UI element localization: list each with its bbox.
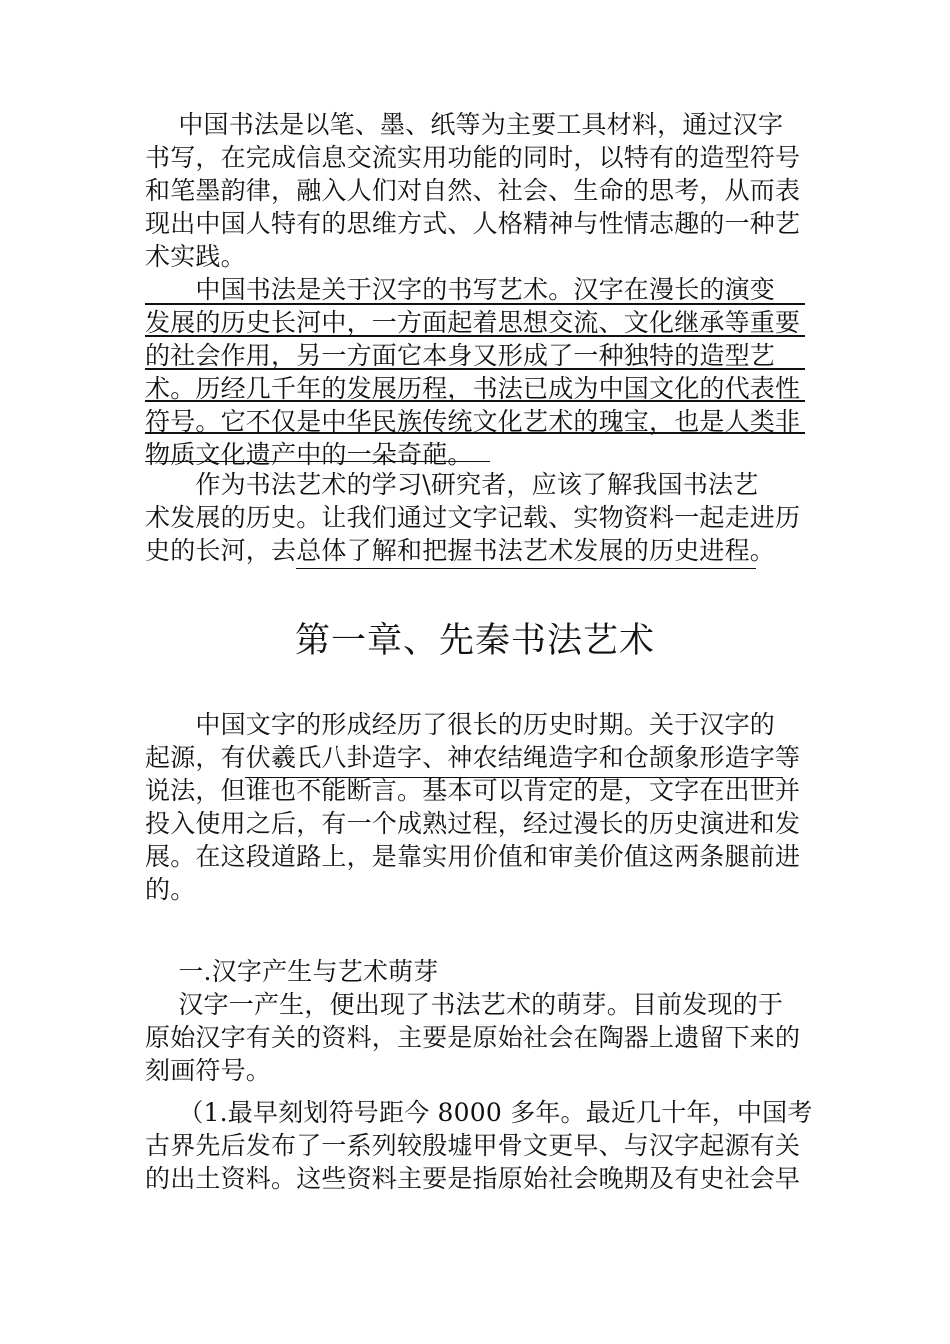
text-line: （1.最早刻划符号距今 8000 多年。最近几十年，中国考 xyxy=(145,1098,813,1127)
chapter-title: 第一章、先秦书法艺术 xyxy=(294,621,655,661)
text-line: 书写，在完成信息交流实用功能的同时，以特有的造型符号 xyxy=(145,143,801,172)
chapter-paragraph-2 xyxy=(145,988,835,1087)
text-line: 中国书法是以笔、墨、纸等为主要工具材料，通过汉字 xyxy=(145,110,784,139)
text-line: 的。 xyxy=(145,875,196,904)
section-heading xyxy=(145,955,835,988)
underline-rule xyxy=(145,400,805,402)
text-line: 作为书法艺术的学习\研究者，应该了解我国书法艺 xyxy=(145,470,759,499)
text-line: 符号。它不仅是中华民族传统文化艺术的瑰宝，也是人类非 xyxy=(145,407,801,436)
underline-rule xyxy=(145,335,805,337)
text-line: 汉字一产生，便出现了书法艺术的萌芽。目前发现的于 xyxy=(145,990,784,1019)
text-line: 物质文化遗产中的一朵奇葩。 xyxy=(145,440,473,469)
text-line: 现出中国人特有的思维方式、人格精神与性情志趣的一种艺 xyxy=(145,209,801,238)
text-line: 和笔墨韵律，融入人们对自然、社会、生命的思考，从而表 xyxy=(145,176,801,205)
underline-rule xyxy=(145,303,805,305)
section-heading-text: 一.汉字产生与艺术萌芽 xyxy=(145,957,439,986)
text-line: 原始汉字有关的资料，主要是原始社会在陶器上遗留下来的 xyxy=(145,1023,801,1052)
text-line: 术发展的历史。让我们通过文字记载、实物资料一起走进历 xyxy=(145,503,801,532)
text-line: 中国书法是关于汉字的书写艺术。汉字在漫长的演变 xyxy=(145,275,776,304)
underline-rule xyxy=(145,432,805,434)
text-line: 术。历经几千年的发展历程，书法已成为中国文化的代表性 xyxy=(145,374,801,403)
text-line: 展。在这段道路上，是靠实用价值和审美价值这两条腿前进 xyxy=(145,842,801,871)
underline-rule xyxy=(145,368,805,370)
chapter-paragraph-1 xyxy=(145,708,835,906)
text-line: 的出土资料。这些资料主要是指原始社会晚期及有史社会早 xyxy=(145,1164,801,1193)
underline-rule xyxy=(296,568,756,569)
text-line: 古界先后发布了一系列较殷墟甲骨文更早、与汉字起源有关 xyxy=(145,1131,801,1160)
text-line: 的社会作用，另一方面它本身又形成了一种独特的造型艺 xyxy=(145,341,776,370)
intro-paragraph-1 xyxy=(145,108,835,273)
text-line: 说法，但谁也不能断言。基本可以肯定的是，文字在出世并 xyxy=(145,776,801,805)
text-line: 史的长河，去总体了解和把握书法艺术发展的历史进程。 xyxy=(145,536,776,565)
chapter-paragraph-3 xyxy=(145,1096,835,1195)
text-line: 发展的历史长河中，一方面起着思想交流、文化继承等重要 xyxy=(145,308,801,337)
text-line: 中国文字的形成经历了很长的历史时期。关于汉字的 xyxy=(145,710,776,739)
text-line: 起源，有伏羲氏八卦造字、神农结绳造字和仓颉象形造字等 xyxy=(145,743,801,772)
intro-paragraph-3 xyxy=(145,468,835,567)
underline-rule xyxy=(145,461,490,462)
text-line: 投入使用之后，有一个成熟过程，经过漫长的历史演进和发 xyxy=(145,809,801,838)
underline-rule xyxy=(245,777,783,778)
text-line: 术实践。 xyxy=(145,242,246,271)
text-line: 刻画符号。 xyxy=(145,1056,272,1085)
